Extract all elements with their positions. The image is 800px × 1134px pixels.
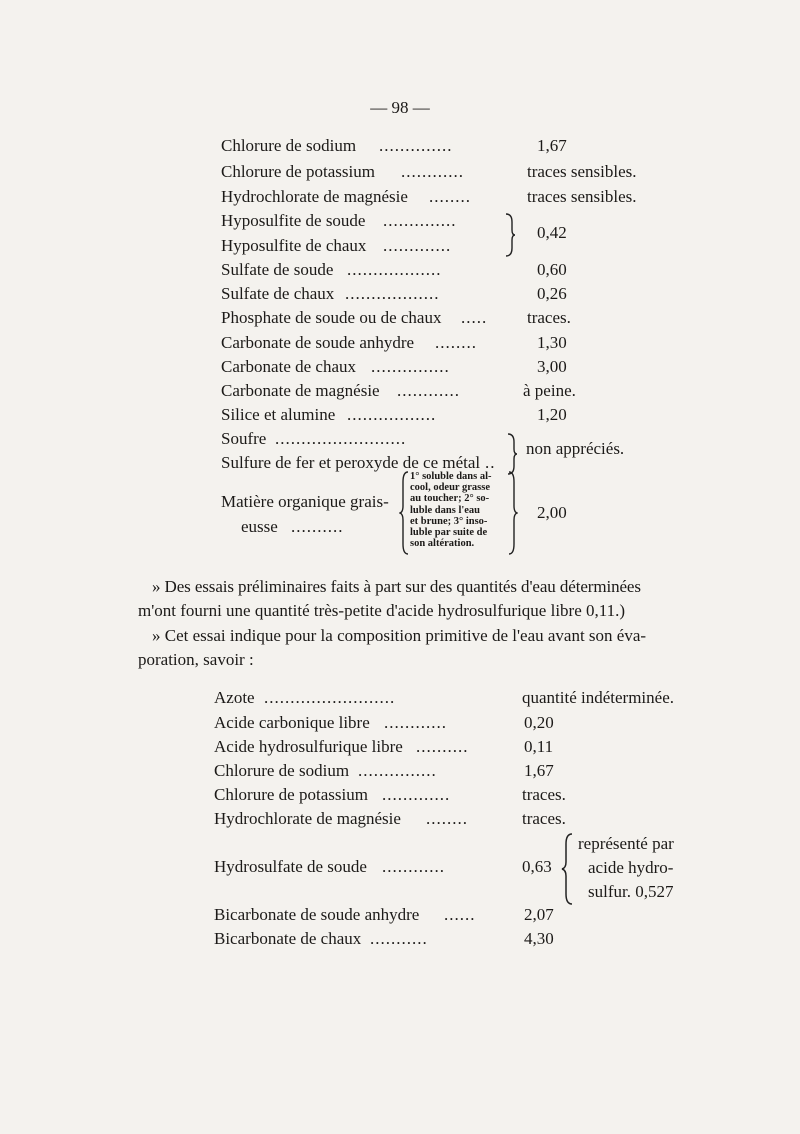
row-value: 0,20 xyxy=(524,713,554,732)
row-value: 0,11 xyxy=(524,737,554,756)
note-line: acide hydro- xyxy=(588,858,674,877)
row-label: Sulfure de fer et peroxyde de ce métal xyxy=(221,453,481,472)
dot-leader: .................. xyxy=(347,260,442,279)
row-value: 1,67 xyxy=(524,761,554,780)
dot-leader: ......................... xyxy=(275,429,407,448)
table-row xyxy=(214,905,644,929)
dot-leader: .................. xyxy=(345,284,440,303)
dot-leader: .......... xyxy=(291,517,344,536)
organic-value: 2,00 xyxy=(537,503,567,522)
dot-leader: ............. xyxy=(383,236,452,255)
row-value: traces. xyxy=(527,308,571,327)
dot-leader: ........... xyxy=(370,929,428,948)
dot-leader: ............ xyxy=(401,162,464,181)
row-label: Hyposulfite de chaux xyxy=(221,236,367,255)
dot-leader: ...... xyxy=(444,905,476,924)
row-label: Chlorure de sodium xyxy=(221,136,357,155)
row-label: Acide hydrosulfurique libre xyxy=(214,737,403,756)
row-value: 4,30 xyxy=(524,929,554,948)
row-label: Bicarbonate de soude anhydre xyxy=(214,905,420,924)
right-brace xyxy=(508,470,518,556)
table-row xyxy=(214,857,574,881)
dot-leader: ............... xyxy=(358,761,437,780)
row-label: Chlorure de potassium xyxy=(214,785,368,804)
left-brace xyxy=(560,832,574,906)
row-label: Chlorure de potassium xyxy=(221,162,375,181)
row-label: Hydrochlorate de magnésie xyxy=(221,187,408,206)
table-row xyxy=(214,809,644,833)
paragraph-line: poration, savoir : xyxy=(138,650,254,669)
dot-leader: .......... xyxy=(416,737,469,756)
dot-leader: ..... xyxy=(461,308,488,327)
dot-leader: .............. xyxy=(379,136,453,155)
organic-label-line2 xyxy=(241,517,401,541)
row-label: Phosphate de soude ou de chaux xyxy=(221,308,442,327)
table-row xyxy=(221,357,651,381)
dot-leader: ................. xyxy=(347,405,437,424)
row-value: traces sensibles. xyxy=(527,162,637,181)
table-row xyxy=(214,785,644,809)
dot-leader: ............ xyxy=(397,381,460,400)
paragraph-line: m'ont fourni une quantité très-petite d'acide hydrosulfurique libre 0,11.) xyxy=(138,601,626,620)
table-row xyxy=(221,236,521,260)
row-value: 3,00 xyxy=(537,357,567,376)
table-row xyxy=(214,929,644,953)
row-label: Hyposulfite de soude xyxy=(221,211,366,230)
row-label: Carbonate de soude anhydre xyxy=(221,333,415,352)
row-value: quantité indéterminée. xyxy=(522,688,674,707)
table-row xyxy=(221,187,661,211)
table-row xyxy=(221,162,651,186)
row-label: Bicarbonate de chaux xyxy=(214,929,362,948)
row-value: traces sensibles. xyxy=(527,187,637,206)
row-label: Carbonate de magnésie xyxy=(221,381,380,400)
organic-note: 1° soluble dans al- cool, odeur grasse au toucher; 2° so- luble dans l'eau et brune; 3° inso- luble par suite de son altération. xyxy=(410,471,492,550)
dot-leader: ........ xyxy=(429,187,471,206)
organic-label-line1: Matière organique grais- xyxy=(221,492,389,511)
row-label: Chlorure de sodium xyxy=(214,761,350,780)
row-value: 0,63 xyxy=(522,857,552,876)
note-line: représenté par xyxy=(578,834,674,853)
table-row xyxy=(221,284,651,308)
note-line: sulfur. 0,527 xyxy=(588,882,674,901)
dot-leader: ............. xyxy=(382,785,451,804)
row-label: Azote xyxy=(214,688,255,707)
row-value: traces. xyxy=(522,785,566,804)
table-row xyxy=(214,761,644,785)
row-label: Carbonate de chaux xyxy=(221,357,356,376)
row-label: Acide carbonique libre xyxy=(214,713,370,732)
dot-leader: ......................... xyxy=(264,688,396,707)
row-label: Silice et alumine xyxy=(221,405,336,424)
row-label: Soufre xyxy=(221,429,267,448)
dot-leader: ........ xyxy=(435,333,477,352)
row-value: à peine. xyxy=(523,381,576,400)
paragraph-line: » Cet essai indique pour la composition primitive de l'eau avant son éva- xyxy=(152,626,647,645)
row-value: traces. xyxy=(522,809,566,828)
table-row xyxy=(221,260,651,284)
dot-leader: ............ xyxy=(384,713,447,732)
row-label: Hydrochlorate de magnésie xyxy=(214,809,401,828)
row-label: Hydrosulfate de soude xyxy=(214,857,367,876)
table-row xyxy=(214,688,674,712)
right-brace xyxy=(504,212,516,258)
table-row xyxy=(214,737,644,761)
dot-leader: .. xyxy=(485,453,496,472)
row-value: 2,07 xyxy=(524,905,554,924)
left-brace xyxy=(399,470,409,556)
dot-leader: ............ xyxy=(382,857,445,876)
table-row xyxy=(214,713,644,737)
dot-leader: ............... xyxy=(371,357,450,376)
row-label: Sulfate de soude xyxy=(221,260,334,279)
group-value: non appréciés. xyxy=(526,439,625,458)
table-row xyxy=(221,333,651,357)
table-row xyxy=(221,429,521,453)
group-value: 0,42 xyxy=(537,223,567,242)
table-row xyxy=(221,211,521,235)
row-value: 0,26 xyxy=(537,284,567,303)
row-label: eusse xyxy=(241,517,278,536)
table-row xyxy=(221,308,651,332)
table-row xyxy=(221,405,651,429)
row-value: 1,67 xyxy=(537,136,567,155)
table-row xyxy=(221,136,651,160)
row-label: Sulfate de chaux xyxy=(221,284,335,303)
row-value: 1,20 xyxy=(537,405,567,424)
dot-leader: ........ xyxy=(426,809,468,828)
row-value: 0,60 xyxy=(537,260,567,279)
paragraph-line: » Des essais préliminaires faits à part sur des quantités d'eau déterminées xyxy=(152,577,641,596)
table-row xyxy=(221,381,651,405)
page-number: — 98 — xyxy=(370,98,430,117)
dot-leader: .............. xyxy=(383,211,457,230)
row-value: 1,30 xyxy=(537,333,567,352)
